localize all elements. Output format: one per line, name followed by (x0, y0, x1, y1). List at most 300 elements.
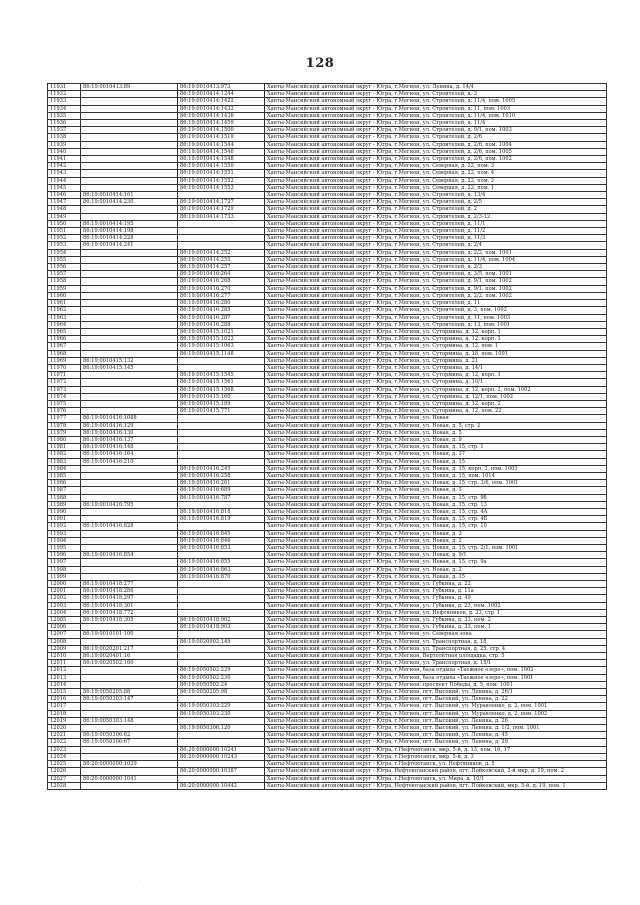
address-cell: Ханты-Мансийский автономный округ - Югра, г.Мегион, пгт. Высокий, ул. Ленина, д. 22 (265, 696, 607, 703)
table-row (48, 235, 607, 242)
land-cadastral-number: 86:19:0010414:228 (81, 235, 178, 242)
land-cadastral-number: 86:19:0020502:160 (81, 660, 178, 667)
address-cell: Ханты-Мансийский автономный округ - Югра, г.Мегион, Вертолётная площадка, стр. 5 (265, 653, 607, 660)
address-cell: Ханты-Мансийский автономный округ - Югра, г.Мегион, ул. Новая, д. 15 (265, 458, 607, 465)
address-cell: Ханты-Мансийский автономный округ - Югра, г.Мегион, ул. Строителей, д. 13/4 (265, 192, 607, 199)
land-cadastral-number (81, 408, 178, 415)
building-cadastral-number: 86:19:0050303:230 (178, 710, 265, 717)
table-row (48, 480, 607, 487)
address-cell: Ханты-Мансийский автономный округ - Югра, г.Мегион, ул. Строителей, д. 11/4, пом. 1005 (265, 98, 607, 105)
table-row (48, 98, 607, 105)
building-cadastral-number: 86:19:0010416:285 (178, 307, 265, 314)
land-cadastral-number (81, 472, 178, 479)
table-row (48, 292, 607, 299)
land-cadastral-number: 86:19:0010414:161 (81, 192, 178, 199)
building-cadastral-number: 86:19:0010414:255 (178, 256, 265, 263)
address-cell: Ханты-Мансийский автономный округ - Югра, г.Мегион, ул. Новая, д. 15, стр. 1 (265, 444, 607, 451)
building-cadastral-number (178, 501, 265, 508)
land-cadastral-number (81, 127, 178, 134)
address-cell: Ханты-Мансийский автономный округ - Югра, г.Мегион, ул. Губкина, д. 11а (265, 588, 607, 595)
table-row (48, 220, 607, 227)
row-number: 11962 (48, 307, 81, 314)
table-row (48, 163, 607, 170)
address-cell: Ханты-Мансийский автономный округ - Югра, г.Мегион, ул. Новая, д. 15, стр. 13 (265, 501, 607, 508)
row-number: 12005 (48, 617, 81, 624)
row-number: 12002 (48, 595, 81, 602)
building-cadastral-number: 86:19:0010416:853 (178, 545, 265, 552)
address-cell: Ханты-Мансийский автономный округ - Югра, г.Мегион, ул. Строителей, д. 2/6, пом. 1002 (265, 156, 607, 163)
row-number: 12026 (48, 768, 81, 775)
row-number: 11987 (48, 487, 81, 494)
land-cadastral-number (81, 292, 178, 299)
table-row (48, 768, 607, 775)
building-cadastral-number: 86:19:0010414:1459 (178, 120, 265, 127)
table-row (48, 148, 607, 155)
land-cadastral-number (81, 271, 178, 278)
row-number: 11992 (48, 523, 81, 530)
table-row (48, 264, 607, 271)
row-number: 12004 (48, 609, 81, 616)
table-row (48, 228, 607, 235)
building-cadastral-number: 86:19:0010416:277 (178, 292, 265, 299)
row-number: 11948 (48, 206, 81, 213)
address-cell: Ханты-Мансийский автономный округ - Югра, г.Мегион, ул. Строителей, д. 11/3 (265, 235, 607, 242)
building-cadastral-number (178, 761, 265, 768)
land-cadastral-number (81, 321, 178, 328)
address-cell: Ханты-Мансийский автономный округ - Югра, г.Мегион, ул. Новая, д. 5, стр. 2 (265, 422, 607, 429)
address-cell: Ханты-Мансийский автономный округ - Югра, г.Мегион, ул. Сутормина, д. 12/1, пом. 1002 (265, 393, 607, 400)
table-row (48, 588, 607, 595)
building-cadastral-number (178, 220, 265, 227)
land-cadastral-number (81, 494, 178, 501)
address-cell: Ханты-Мансийский автономный округ - Югра, г.Мегион, ул. Сутормина, д. 12, корп. 1 (265, 336, 607, 343)
address-cell: Ханты-Мансийский автономный округ - Югра, г.Мегион, ул. Строителей, д. 3 (265, 91, 607, 98)
building-cadastral-number: 86:19:0010416:870 (178, 573, 265, 580)
address-cell: Ханты-Мансийский автономный округ - Югра, г.Мегион, пгт. Высокий, ул. Муравленко, д. 2, пом. 1002 (265, 710, 607, 717)
table-row (48, 717, 607, 724)
row-number: 12011 (48, 660, 81, 667)
address-cell: Ханты-Мансийский автономный округ - Югра, г.Мегион, ул. Новая, д. 2 (265, 566, 607, 573)
row-number: 12015 (48, 689, 81, 696)
address-cell: Ханты-Мансийский автономный округ - Югра, г.Нефтеюганск, ул. Мира, д. 10/1 (265, 775, 607, 782)
land-cadastral-number: 86:19:0010418:301 (81, 602, 178, 609)
address-cell: Ханты-Мансийский автономный округ - Югра, г.Мегион, ул. Новая, д. 15, стр. 9а (265, 559, 607, 566)
land-cadastral-number: 86:19:0010415:132 (81, 357, 178, 364)
land-cadastral-number (81, 105, 178, 112)
address-cell: Ханты-Мансийский автономный округ - Югра, г.Мегион, ул. Губкина, д. 49 (265, 595, 607, 602)
address-cell: Ханты-Мансийский автономный округ - Югра, г.Мегион, ул. Сутормина, д. 21 (265, 357, 607, 364)
row-number: 11984 (48, 465, 81, 472)
table-row (48, 516, 607, 523)
address-cell: Ханты-Мансийский автономный округ - Югра, г.Мегион, пгт. Высокий, ул. Ленина, д. 29 (265, 739, 607, 746)
table-row (48, 746, 607, 753)
land-cadastral-number (81, 537, 178, 544)
table-row (48, 537, 607, 544)
land-cadastral-number: 86:19:0010414:195 (81, 220, 178, 227)
table-row (48, 112, 607, 119)
building-cadastral-number: 86:19:0010414:1546 (178, 148, 265, 155)
registry-table (47, 83, 607, 790)
building-cadastral-number (178, 696, 265, 703)
address-cell: Ханты-Мансийский автономный округ - Югра, г.Мегион, ул. Строителей, д. 11/4, пом. 1010 (265, 112, 607, 119)
building-cadastral-number: 86:19:0020902:149 (178, 638, 265, 645)
building-cadastral-number (178, 242, 265, 249)
land-cadastral-number (81, 372, 178, 379)
building-cadastral-number: 86:20:0000000:10243 (178, 753, 265, 760)
address-cell: Ханты-Мансийский автономный округ - Югра, г.Мегион, ул. Строителей, д. 2/2, пом. 1002 (265, 292, 607, 299)
row-number: 12001 (48, 588, 81, 595)
address-cell: Ханты-Мансийский автономный округ - Югра, г.Мегион, ул. Новая, д. 15, стр. 9б (265, 494, 607, 501)
land-cadastral-number: 86:20:0000000:1029 (81, 761, 178, 768)
address-cell: Ханты-Мансийский автономный округ - Югра, г.Мегион, ул. Северная, д. 22, пом. 3 (265, 163, 607, 170)
building-cadastral-number (178, 645, 265, 652)
table-row (48, 120, 607, 127)
land-cadastral-number (81, 386, 178, 393)
table-row (48, 530, 607, 537)
land-cadastral-number (81, 300, 178, 307)
row-number: 12024 (48, 753, 81, 760)
building-cadastral-number: 86:20:0000000:10387 (178, 768, 265, 775)
address-cell: Ханты-Мансийский автономный округ - Югра, г.Мегион, проспект Победы, д. 5, пом. 1001 (265, 681, 607, 688)
address-cell: Ханты-Мансийский автономный округ - Югра, г.Мегион, ул. Новая, д. 37 (265, 451, 607, 458)
row-number: 11953 (48, 242, 81, 249)
address-cell: Ханты-Мансийский автономный округ - Югра, г.Мегион, ул. Северная зона (265, 631, 607, 638)
table-row (48, 314, 607, 321)
building-cadastral-number (178, 660, 265, 667)
building-cadastral-number: 86:19:0010415:1148 (178, 350, 265, 357)
table-row (48, 624, 607, 631)
building-cadastral-number (178, 602, 265, 609)
table-row (48, 458, 607, 465)
address-cell: Ханты-Мансийский автономный округ - Югра, г.Мегион, ул. Строителей, д. 2/3 (265, 264, 607, 271)
land-cadastral-number (81, 559, 178, 566)
land-cadastral-number: 86:19:0020201:217 (81, 645, 178, 652)
building-cadastral-number: 86:19:0010414:1553 (178, 184, 265, 191)
row-number: 11950 (48, 220, 81, 227)
row-number: 11996 (48, 552, 81, 559)
land-cadastral-number (81, 156, 178, 163)
building-cadastral-number (178, 732, 265, 739)
table-row (48, 415, 607, 422)
land-cadastral-number (81, 213, 178, 220)
building-cadastral-number (178, 458, 265, 465)
table-row (48, 753, 607, 760)
building-cadastral-number: 86:19:0010418:903 (178, 624, 265, 631)
address-cell: Ханты-Мансийский автономный округ - Югра, г.Мегион, ул. Строителей, д. 11 (265, 300, 607, 307)
address-cell: Ханты-Мансийский автономный округ - Югра, г.Мегион, пгт. Высокий, ул. Ленина, д. 1/2, пом. 1001 (265, 725, 607, 732)
row-number: 11977 (48, 415, 81, 422)
building-cadastral-number: 86:19:0010415:1063 (178, 343, 265, 350)
table-row (48, 336, 607, 343)
table-row (48, 271, 607, 278)
building-cadastral-number: 86:19:0010416:288 (178, 321, 265, 328)
building-cadastral-number: 86:19:0010414:1551 (178, 170, 265, 177)
building-cadastral-number: 86:19:0010414:257 (178, 264, 265, 271)
land-cadastral-number (81, 508, 178, 515)
address-cell: Ханты-Мансийский автономный округ - Югра, г.Мегион, ул. Строителей, д. 2 (265, 206, 607, 213)
row-number: 11939 (48, 141, 81, 148)
row-number: 11981 (48, 444, 81, 451)
table-row (48, 105, 607, 112)
land-cadastral-number: 86:19:0010416:164 (81, 451, 178, 458)
land-cadastral-number (81, 170, 178, 177)
land-cadastral-number (81, 278, 178, 285)
address-cell: Ханты-Мансийский автономный округ - Югра, г.Мегион, пгт. Высокий, ул. Ленина, д. 26 (265, 717, 607, 724)
land-cadastral-number: 86:19:0010418:772 (81, 609, 178, 616)
building-cadastral-number: 86:19:0010416:287 (178, 314, 265, 321)
row-number: 12022 (48, 739, 81, 746)
row-number: 12006 (48, 624, 81, 631)
table-row (48, 581, 607, 588)
building-cadastral-number (178, 523, 265, 530)
row-number: 12021 (48, 732, 81, 739)
row-number: 11995 (48, 545, 81, 552)
land-cadastral-number (81, 134, 178, 141)
building-cadastral-number: 86:19:0050306:120 (178, 725, 265, 732)
building-cadastral-number: 86:19:0010415:1568 (178, 386, 265, 393)
building-cadastral-number: 86:19:0010414:1729 (178, 206, 265, 213)
row-number: 12016 (48, 696, 81, 703)
land-cadastral-number (81, 328, 178, 335)
table-row (48, 278, 607, 285)
address-cell: Ханты-Мансийский автономный округ - Югра, г.Мегион, ул. Строителей, д. 2/3-12 (265, 213, 607, 220)
table-row (48, 689, 607, 696)
table-row (48, 595, 607, 602)
table-row (48, 609, 607, 616)
land-cadastral-number (81, 249, 178, 256)
table-row (48, 321, 607, 328)
building-cadastral-number (178, 235, 265, 242)
table-row (48, 307, 607, 314)
table-row (48, 732, 607, 739)
land-cadastral-number: 86:19:0020401:16 (81, 653, 178, 660)
row-number: 11940 (48, 148, 81, 155)
address-cell: Ханты-Мансийский автономный округ - Югра, Нефтеюганский район, пгт. Пойковский, мкр. 5-й, д. 19, пом. 1 (265, 782, 607, 789)
address-cell: Ханты-Мансийский автономный округ - Югра, г.Мегион, ул. Транспортная, д. 25, стр. 4 (265, 645, 607, 652)
address-cell: Ханты-Мансийский автономный округ - Югра, г.Мегион, ул. Новая, д. 15, стр. 4Б (265, 516, 607, 523)
address-cell: Ханты-Мансийский автономный округ - Югра, г.Мегион, ул. Губкина, д. 33, пом. 1 (265, 624, 607, 631)
address-cell: Ханты-Мансийский автономный округ - Югра, г.Мегион, ул. Новая (265, 415, 607, 422)
building-cadastral-number: 86:19:0010415:189 (178, 400, 265, 407)
land-cadastral-number (81, 624, 178, 631)
building-cadastral-number: 86:19:0010414:1727 (178, 199, 265, 206)
address-cell: Ханты-Мансийский автономный округ - Югра, г.Мегион, пгт. Высокий, ул. Ленина, д. 26/1 (265, 689, 607, 696)
address-cell: Ханты-Мансийский автономный округ - Югра, г.Мегион, ул. Новая, д. 5 (265, 429, 607, 436)
building-cadastral-number: 86:19:0010414:1422 (178, 98, 265, 105)
building-cadastral-number: 86:19:0010414:1548 (178, 156, 265, 163)
row-number: 11936 (48, 120, 81, 127)
building-cadastral-number: 86:19:0010416:264 (178, 271, 265, 278)
table-row (48, 674, 607, 681)
table-row (48, 494, 607, 501)
land-cadastral-number: 86:19:0010416:137 (81, 436, 178, 443)
address-cell: Ханты-Мансийский автономный округ - Югра, г.Мегион, ул. Сутормина, д. 12, пом. 1 (265, 343, 607, 350)
table-row (48, 660, 607, 667)
land-cadastral-number: 86:19:0010416:828 (81, 523, 178, 530)
row-number: 11933 (48, 98, 81, 105)
table-row (48, 84, 607, 91)
land-cadastral-number (81, 725, 178, 732)
land-cadastral-number (81, 710, 178, 717)
table-row (48, 681, 607, 688)
land-cadastral-number (81, 343, 178, 350)
row-number: 12018 (48, 710, 81, 717)
land-cadastral-number (81, 177, 178, 184)
row-number: 11978 (48, 422, 81, 429)
building-cadastral-number (178, 609, 265, 616)
building-cadastral-number: 86:19:0010414:1436 (178, 112, 265, 119)
table-row (48, 645, 607, 652)
table-row (48, 782, 607, 789)
table-row (48, 141, 607, 148)
land-cadastral-number (81, 480, 178, 487)
address-cell: Ханты-Мансийский автономный округ - Югра, г.Мегион, ул. Губкина, д. 22 (265, 581, 607, 588)
building-cadastral-number (178, 364, 265, 371)
address-cell: Ханты-Мансийский автономный округ - Югра, г.Мегион, ул. Новая, д. 15, стр. 3/6, пом. 1001 (265, 480, 607, 487)
row-number: 11971 (48, 372, 81, 379)
table-row (48, 725, 607, 732)
building-cadastral-number (178, 739, 265, 746)
building-cadastral-number: 86:19:0010416:280 (178, 300, 265, 307)
table-row (48, 617, 607, 624)
address-cell: Ханты-Мансийский автономный округ - Югра, г.Мегион, ул. Северная, д. 22, пом. 1 (265, 184, 607, 191)
land-cadastral-number: 86:19:0010416:130 (81, 429, 178, 436)
address-cell: Ханты-Мансийский автономный округ - Югра, г.Мегион, ул. Северная, д. 22, пом. 4 (265, 170, 607, 177)
land-cadastral-number (81, 768, 178, 775)
address-cell: Ханты-Мансийский автономный округ - Югра, г.Нефтеюганск, мкр. 5-й, д. 13, пом. 16, 17 (265, 746, 607, 753)
table-row (48, 559, 607, 566)
land-cadastral-number (81, 393, 178, 400)
row-number: 12008 (48, 638, 81, 645)
building-cadastral-number: 86:20:0000000:10442 (178, 782, 265, 789)
address-cell: Ханты-Мансийский автономный округ - Югра, г.Мегион, ул. Строителей, д. 11, пом. 1003 (265, 105, 607, 112)
building-cadastral-number (178, 588, 265, 595)
row-number: 12007 (48, 631, 81, 638)
land-cadastral-number: 86:19:0010414:198 (81, 228, 178, 235)
address-cell: Ханты-Мансийский автономный округ - Югра, г.Мегион, ул. Новая, д. 15, стр. 4А (265, 508, 607, 515)
building-cadastral-number: 86:19:0010416:268 (178, 278, 265, 285)
row-number: 11963 (48, 314, 81, 321)
building-cadastral-number: 86:19:0010416:863 (178, 566, 265, 573)
table-row (48, 667, 607, 674)
table-row (48, 566, 607, 573)
row-number: 11964 (48, 321, 81, 328)
row-number: 12025 (48, 761, 81, 768)
building-cadastral-number: 86:19:0010413:973 (178, 84, 265, 91)
row-number: 11999 (48, 573, 81, 580)
building-cadastral-number: 86:19:0010414:1500 (178, 127, 265, 134)
row-number: 11976 (48, 408, 81, 415)
building-cadastral-number: 86:19:0010414:1544 (178, 141, 265, 148)
address-cell: Ханты-Мансийский автономный округ - Югра, г.Мегион, ул. Строителей, д. 2/6 (265, 134, 607, 141)
land-cadastral-number (81, 163, 178, 170)
land-cadastral-number: 86:19:0010416:1088 (81, 415, 178, 422)
land-cadastral-number (81, 566, 178, 573)
address-cell: Ханты-Мансийский автономный округ - Югра, Нефтеюганский район, пгт. Пойковский, 2-й мкр, д. 19, пом. 2 (265, 768, 607, 775)
building-cadastral-number (178, 192, 265, 199)
row-number: 11955 (48, 256, 81, 263)
row-number: 12014 (48, 681, 81, 688)
land-cadastral-number (81, 350, 178, 357)
row-number: 11972 (48, 379, 81, 386)
address-cell: Ханты-Мансийский автономный округ - Югра, г.Мегион, база отдыха «Таежное озеро», пом. 1002 (265, 667, 607, 674)
row-number: 11934 (48, 105, 81, 112)
row-number: 11988 (48, 494, 81, 501)
address-cell: Ханты-Мансийский автономный округ - Югра, г.Мегион, ул. Строителей, д. 2/5 (265, 199, 607, 206)
table-row (48, 451, 607, 458)
land-cadastral-number (81, 285, 178, 292)
row-number: 11956 (48, 264, 81, 271)
address-cell: Ханты-Мансийский автономный округ - Югра, г.Мегион, ул. Губкина, д. 33, пом. 2 (265, 617, 607, 624)
address-cell: Ханты-Мансийский автономный округ - Югра, г.Мегион, ул. Строителей, д. 2/6, пом. 1005 (265, 148, 607, 155)
table-row (48, 710, 607, 717)
building-cadastral-number: 86:19:0010416:819 (178, 516, 265, 523)
address-cell: Ханты-Мансийский автономный округ - Югра, г.Мегион, ул. Строителей, д. 11/1 (265, 220, 607, 227)
building-cadastral-number (178, 653, 265, 660)
land-cadastral-number (81, 112, 178, 119)
land-cadastral-number (81, 573, 178, 580)
address-cell: Ханты-Мансийский автономный округ - Югра, г.Мегион, ул. Строителей, д. 11/4, пом. 1004 (265, 256, 607, 263)
table-row (48, 206, 607, 213)
land-cadastral-number: 86:19:0010415:145 (81, 364, 178, 371)
table-row (48, 242, 607, 249)
row-number: 12003 (48, 602, 81, 609)
land-cadastral-number (81, 545, 178, 552)
land-cadastral-number (81, 667, 178, 674)
land-cadastral-number: 86:19:0050205:88 (81, 689, 178, 696)
land-cadastral-number: 86:19:0010416:210 (81, 458, 178, 465)
row-number: 11982 (48, 451, 81, 458)
building-cadastral-number: 86:19:0050205:98 (178, 689, 265, 696)
table-row (48, 523, 607, 530)
land-cadastral-number (81, 314, 178, 321)
scan-noise-mark: ˙ · · ‧ (120, 884, 147, 890)
building-cadastral-number: 86:19:0010416:258 (178, 472, 265, 479)
table-row (48, 350, 607, 357)
land-cadastral-number (81, 516, 178, 523)
row-number: 11954 (48, 249, 81, 256)
land-cadastral-number (81, 379, 178, 386)
land-cadastral-number (81, 184, 178, 191)
building-cadastral-number: 86:19:0010414:1519 (178, 134, 265, 141)
land-cadastral-number (81, 746, 178, 753)
building-cadastral-number (178, 552, 265, 559)
scan-noise-mark: · ‧ ˙ · ‧ (10, 880, 44, 886)
address-cell: Ханты-Мансийский автономный округ - Югра, г.Мегион, ул. Строителей, д. 9/1, пом. 1003 (265, 127, 607, 134)
address-cell: Ханты-Мансийский автономный округ - Югра, г.Мегион, ул. Сутормина, д. 12, пом. 22 (265, 408, 607, 415)
row-number: 11994 (48, 537, 81, 544)
row-number: 11991 (48, 516, 81, 523)
table-row (48, 300, 607, 307)
address-cell: Ханты-Мансийский автономный округ - Югра, г.Мегион, ул. Сутормина, д. 14/1 (265, 364, 607, 371)
land-cadastral-number: 86:19:0010418:286 (81, 588, 178, 595)
row-number: 11960 (48, 292, 81, 299)
row-number: 11938 (48, 134, 81, 141)
address-cell: Ханты-Мансийский автономный округ - Югра, г.Мегион, пгт. Высокий, ул. Ленина, д. 45 (265, 732, 607, 739)
table-row (48, 199, 607, 206)
building-cadastral-number: 86:19:0010416:855 (178, 559, 265, 566)
row-number: 11970 (48, 364, 81, 371)
land-cadastral-number: 86:19:0010418:277 (81, 581, 178, 588)
address-cell: Ханты-Мансийский автономный округ - Югра, г.Мегион, ул. Новая, д. 15 (265, 573, 607, 580)
row-number: 11993 (48, 530, 81, 537)
address-cell: Ханты-Мансийский автономный округ - Югра, г.Мегион, ул. Строителей, д. 9/1, пом. 1002 (265, 278, 607, 285)
land-cadastral-number (81, 638, 178, 645)
building-cadastral-number (178, 429, 265, 436)
row-number: 11973 (48, 386, 81, 393)
row-number: 11983 (48, 458, 81, 465)
building-cadastral-number: 86:19:0010416:845 (178, 530, 265, 537)
